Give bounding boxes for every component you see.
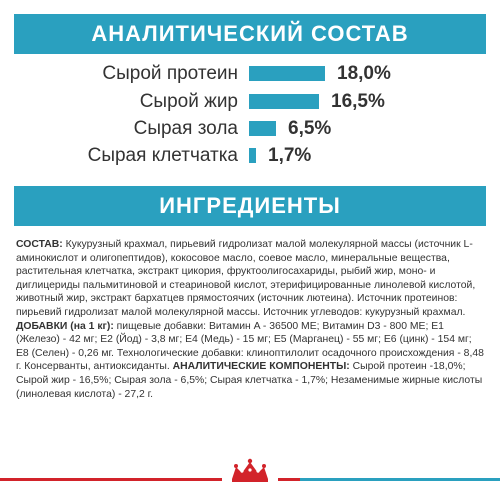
analysis-row-ash — [0, 117, 500, 141]
composition-label: СОСТАВ: — [16, 239, 63, 250]
analysis-value: 6,5% — [288, 118, 332, 139]
royal-crown-logo-icon — [222, 455, 278, 485]
analysis-value: 1,7% — [268, 145, 312, 166]
additives-label: ДОБАВКИ (на 1 кг): — [16, 320, 114, 332]
footer-divider-blue — [300, 478, 500, 481]
analysis-bar — [249, 148, 256, 163]
ingredients-title: ИНГРЕДИЕНТЫ — [159, 193, 341, 218]
ingredients-banner — [14, 186, 486, 226]
analysis-value: 18,0% — [337, 63, 391, 84]
analysis-title: АНАЛИТИЧЕСКИЙ СОСТАВ — [91, 21, 409, 46]
ingredients-paragraph — [16, 238, 486, 401]
analysis-bar — [249, 94, 319, 109]
analysis-bar — [249, 121, 276, 136]
analysis-value: 16,5% — [331, 91, 385, 112]
analysis-label: Сырой жир — [139, 91, 238, 112]
analysis-label: Сырой протеин — [102, 63, 238, 84]
analysis-row-fiber — [0, 144, 500, 168]
composition-text: Кукурузный крахмал, пирьевий гидролизат малой молекулярной массы (источник L-аминокислот и олигопептидов), кокосовое масло, соевое масло, минеральные вещества, растительная клетчатка, экстракт цикория, фруктоолигосахариды, рыбий жир, моно- и диглицериды пальмитиновой и стеариновой кислот, этерифицированные линолевой кислотой, животный жир, экстракт бархатцев прямостоячих (источник лютеина). Источник протеинов: пирьевий гидролизат малой молекулярной массы. Источник углеводов: кукурузный крахмал. — [16, 239, 476, 318]
analysis-bar — [249, 66, 325, 81]
analysis-label: Сырая клетчатка — [87, 145, 238, 166]
analysis-row-fat — [0, 90, 500, 114]
analysis-row-protein — [0, 62, 500, 86]
analysis-label: Сырая зола — [133, 118, 238, 139]
additives-text: пищевые добавки: Витамин A - 36500 МЕ; Витамин D3 - 800 МЕ; E1 (Железо) - 42 мг; E2 (Йод) - 3,8 мг; E4 (Медь) - 15 мг; E5 (Марганец) - 55 мг; E6 (цинк) - 154 мг; E8 (Селен) - 0,26 мг. Технологические добавки: клиноптилолит осадочного происхождения - 8,48 г. Консерванты, антиоксиданты. — [16, 320, 484, 373]
ingredients-text-block — [16, 238, 486, 401]
analysis-banner — [14, 14, 486, 54]
analytical-text: Сырой протеин -18,0%; Сырой жир - 16,5%; Сырая зола - 6,5%; Сырая клетчатка - 1,7%; Незаменимые жирные кислоты (линолевая кислота) - 27,2 г. — [16, 361, 483, 400]
analytical-label: АНАЛИТИЧЕСКИЕ КОМПОНЕНТЫ: — [172, 361, 350, 373]
